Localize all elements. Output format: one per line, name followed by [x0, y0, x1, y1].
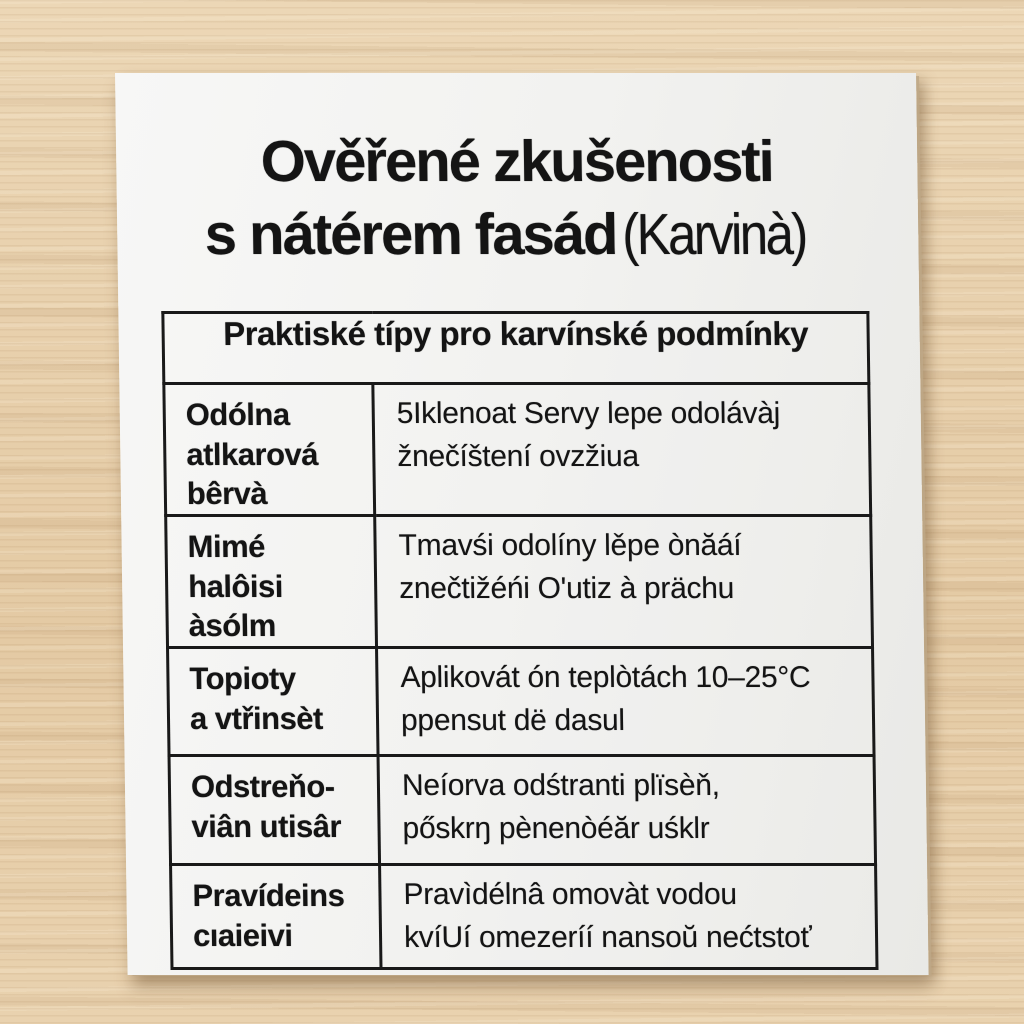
row-term: Mimé halôisi àsólm — [166, 516, 377, 648]
sign-card — [115, 73, 929, 975]
table-row — [166, 516, 873, 648]
title-line-1: Ověřené zkušenosti — [260, 129, 774, 194]
table-row — [164, 384, 871, 516]
table-row — [171, 865, 877, 969]
row-term: Pravídeins cıaieivi — [171, 865, 381, 969]
row-description: Aplikovát ón teplòtách 10–25°C ppensut dë dasul — [377, 648, 875, 756]
tips-table — [161, 311, 878, 970]
title-line-2-main: s nátérem fasád — [204, 202, 617, 268]
sign-title — [116, 125, 919, 271]
row-term: Odólna atlkarová bêrvà — [164, 384, 375, 516]
title-line-2 — [117, 198, 919, 271]
row-term: Topioty a vtřinsèt — [168, 648, 379, 756]
row-description: Neíorva odśtranti plïsèň, pőskrŋ pènenòéăr uśklr — [378, 756, 876, 865]
row-description: Tmavśi odolíny lěpe ònăáí znečtižéńi O'utiz à prächu — [375, 516, 873, 648]
title-line-2-suffix: (Karvinà) — [621, 202, 807, 268]
table-header-row — [163, 313, 869, 384]
table-row — [169, 756, 876, 865]
row-description: Pravìdélnâ omovàt vodou kvíUí omezeríí nansoŭ nećtstoť — [380, 865, 877, 969]
table-row — [168, 648, 875, 756]
row-description: 5Iklenoat Servy lepe odolávàj žnečíštení ovzžiua — [373, 384, 871, 516]
row-term: Odstreňo- viân utisâr — [169, 756, 380, 865]
table-header: Praktiské típy pro karvínské podmínky — [163, 313, 869, 384]
